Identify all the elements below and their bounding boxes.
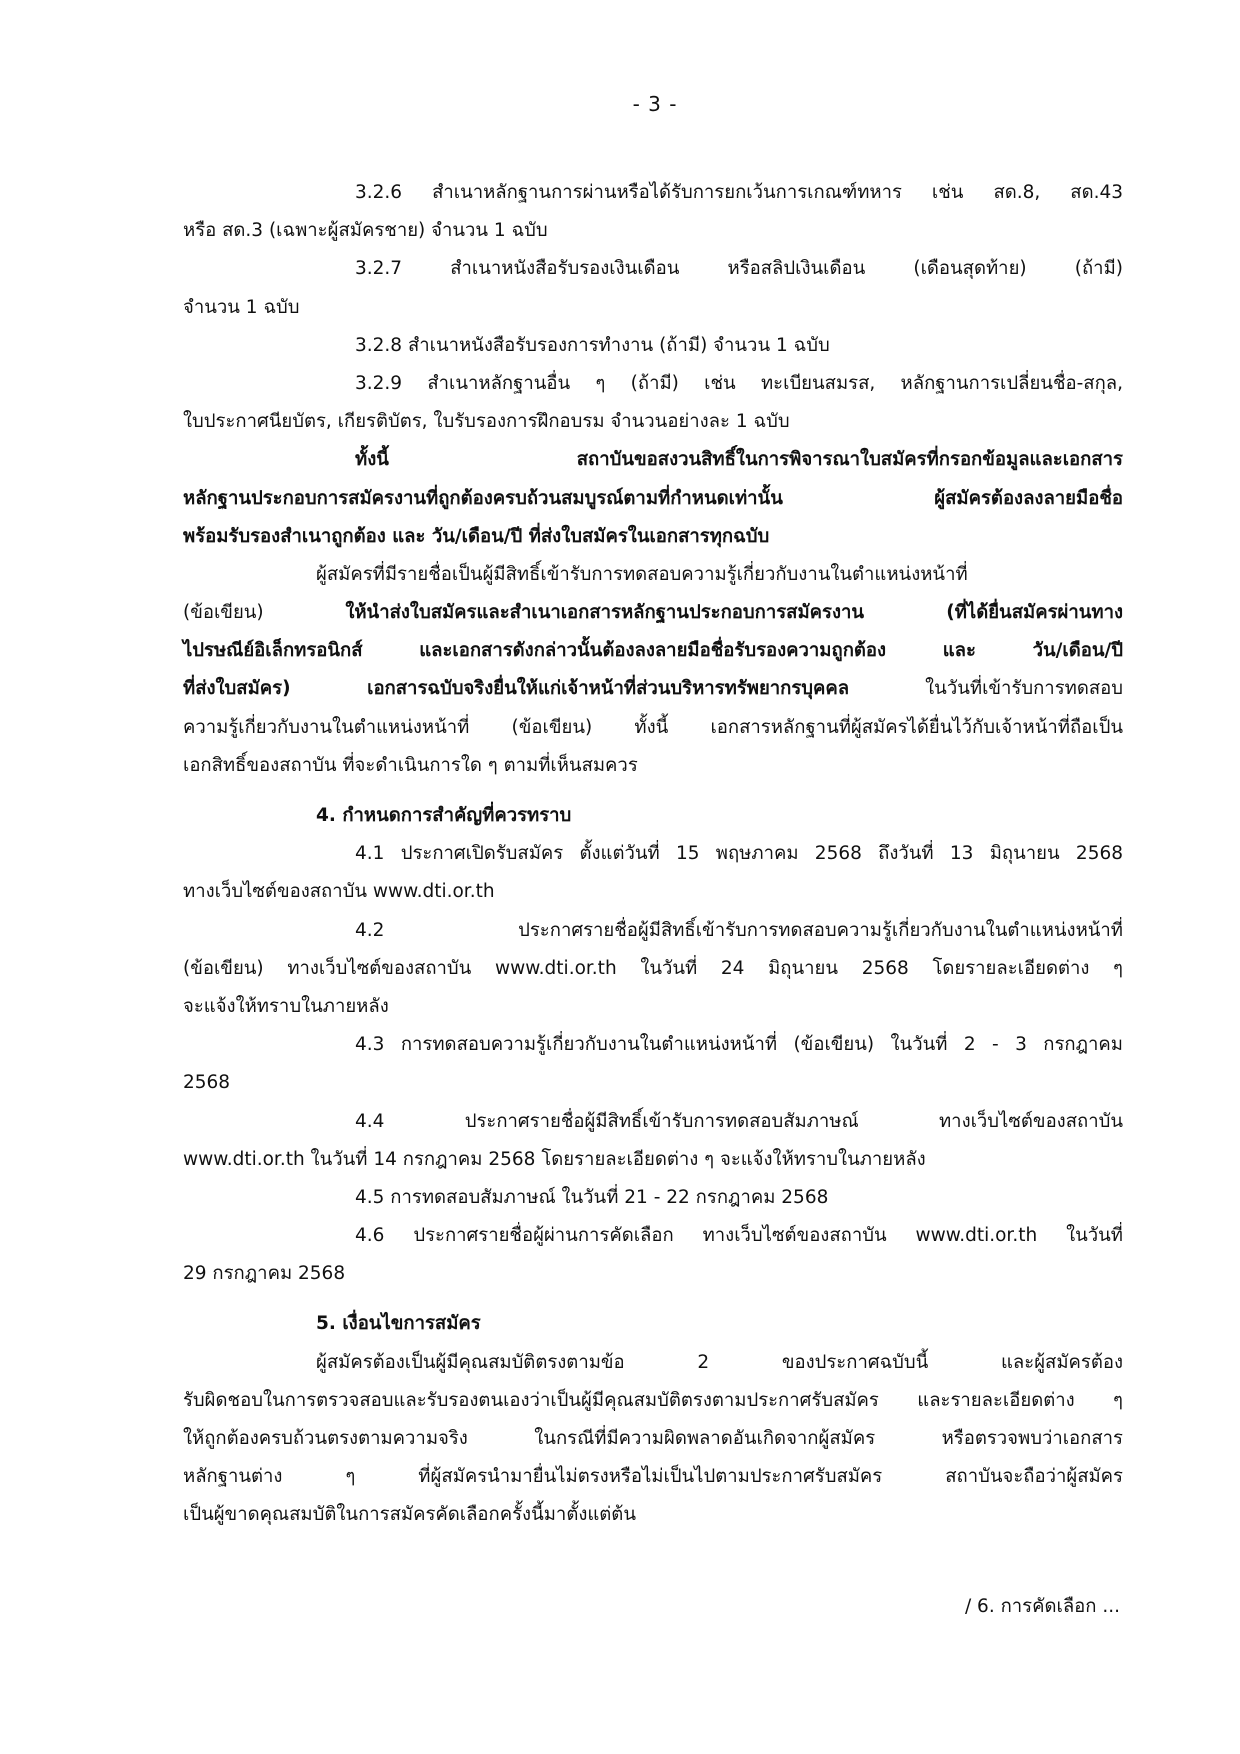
page-number: - 3 - <box>632 92 678 116</box>
reservation-note-line1: ทั้งนี้ สถาบันขอสงวนสิทธิ์ในการพิจารณาใบสมัครที่กรอกข้อมูลและเอกสาร <box>355 449 1123 471</box>
document-body <box>183 174 1123 1535</box>
item-3-2-9-line2: ใบประกาศนียบัตร, เกียรติบัตร, ใบรับรองการฝึกอบรม จำนวนอย่างละ 1 ฉบับ <box>183 411 790 433</box>
submission-para-line4-bold: ที่ส่งใบสมัคร) เอกสารฉบับจริงยื่นให้แก่เจ้าหน้าที่ส่วนบริหารทรัพยากรบุคคล <box>183 678 850 700</box>
item-4-2-line3: จะแจ้งให้ทราบในภายหลัง <box>183 995 389 1017</box>
item-4-3-line2: 2568 <box>183 1072 231 1094</box>
item-4-5-line1: 4.5 การทดสอบสัมภาษณ์ ในวันที่ 21 - 22 กรกฎาคม 2568 <box>355 1186 829 1208</box>
reservation-note-line3: พร้อมรับรองสำเนาถูกต้อง และ วัน/เดือน/ปี ที่ส่งใบสมัครในเอกสารทุกฉบับ <box>183 525 770 547</box>
section-5-line4: หลักฐานต่าง ๆ ที่ผู้สมัครนำมายื่นไม่ตรงหรือไม่เป็นไปตามประกาศรับสมัคร สถาบันจะถือว่าผู้สมัคร <box>183 1466 1123 1488</box>
item-3-2-7-line2: จำนวน 1 ฉบับ <box>183 296 300 318</box>
section-5-line3: ให้ถูกต้องครบถ้วนตรงตามความจริง ในกรณีที่มีความผิดพลาดอันเกิดจากผู้สมัคร หรือตรวจพบว่าเอกสาร <box>183 1428 1123 1449</box>
item-4-2-line1: 4.2 ประกาศรายชื่อผู้มีสิทธิ์เข้ารับการทดสอบความรู้เกี่ยวกับงานในตำแหน่งหน้าที่ <box>355 919 1123 941</box>
spacer <box>183 1293 1123 1305</box>
section-5-line5: เป็นผู้ขาดคุณสมบัติในการสมัครคัดเลือกครั้งนี้มาตั้งแต่ต้น <box>183 1504 636 1526</box>
submission-para-line2-normal: (ข้อเขียน) <box>183 602 346 624</box>
section-5-line1: ผู้สมัครต้องเป็นผู้มีคุณสมบัติตรงตามข้อ 2 ของประกาศฉบับนี้ และผู้สมัครต้อง <box>316 1351 1123 1373</box>
submission-para-line2 <box>183 594 1123 632</box>
item-3-2-6-line2: หรือ สด.3 (เฉพาะผู้สมัครชาย) จำนวน 1 ฉบับ <box>183 220 548 242</box>
item-3-2-9-line1: 3.2.9 สำเนาหลักฐานอื่น ๆ (ถ้ามี) เช่น ทะเบียนสมรส, หลักฐานการเปลี่ยนชื่อ-สกุล, <box>355 372 1123 394</box>
item-3-2-7-line1: 3.2.7 สำเนาหนังสือรับรองเงินเดือน หรือสลิปเงินเดือน (เดือนสุดท้าย) (ถ้ามี) <box>355 258 1123 280</box>
section-5-heading: 5. เงื่อนไขการสมัคร <box>316 1313 481 1335</box>
submission-para-line2-bold: ให้นำส่งใบสมัครและสำเนาเอกสารหลักฐานประกอบการสมัครงาน (ที่ได้ยื่นสมัครผ่านทาง <box>345 602 1123 624</box>
item-3-2-6-line1: 3.2.6 สำเนาหลักฐานการผ่านหรือได้รับการยกเว้นการเกณฑ์ทหาร เช่น สด.8, สด.43 <box>355 182 1123 203</box>
section-5-line2: รับผิดชอบในการตรวจสอบและรับรองตนเองว่าเป็นผู้มีคุณสมบัติตรงตามประกาศรับสมัคร และรายละเอียดต่าง ๆ <box>183 1389 1123 1411</box>
item-4-6-line1: 4.6 ประกาศรายชื่อผู้ผ่านการคัดเลือก ทางเว็บไซต์ของสถาบัน www.dti.or.th ในวันที่ <box>355 1225 1123 1247</box>
reservation-note-line2: หลักฐานประกอบการสมัครงานที่ถูกต้องครบถ้วนสมบูรณ์ตามที่กำหนดเท่านั้น ผู้สมัครต้องลงลายมือชื่อ <box>183 487 1123 509</box>
submission-para-line6: เอกสิทธิ์ของสถาบัน ที่จะดำเนินการใด ๆ ตามที่เห็นสมควร <box>183 754 638 776</box>
spacer <box>183 785 1123 797</box>
submission-para-line4-normal: ในวันที่เข้ารับการทดสอบ <box>849 678 1123 700</box>
submission-para-line3: ไปรษณีย์อิเล็กทรอนิกส์ และเอกสารดังกล่าวนั้นต้องลงลายมือชื่อรับรองความถูกต้อง และ วัน/เดือน/ปี <box>183 640 1123 662</box>
submission-para-line4 <box>183 670 1123 708</box>
item-3-2-8-line1: 3.2.8 สำเนาหนังสือรับรองการทำงาน (ถ้ามี) จำนวน 1 ฉบับ <box>355 334 830 356</box>
item-4-6-line2: 29 กรกฎาคม 2568 <box>183 1263 346 1285</box>
item-4-1-line1: 4.1 ประกาศเปิดรับสมัคร ตั้งแต่วันที่ 15 พฤษภาคม 2568 ถึงวันที่ 13 มิถุนายน 2568 <box>355 843 1123 865</box>
continuation-note: / 6. การคัดเลือก ... <box>964 1596 1120 1617</box>
item-4-2-line2: (ข้อเขียน) ทางเว็บไซต์ของสถาบัน www.dti.or.th ในวันที่ 24 มิถุนายน 2568 โดยรายละเอียดต่าง ๆ <box>183 957 1123 979</box>
submission-para-line1: ผู้สมัครที่มีรายชื่อเป็นผู้มีสิทธิ์เข้ารับการทดสอบความรู้เกี่ยวกับงานในตำแหน่งหน้าที่ <box>316 563 968 585</box>
section-4-heading: 4. กำหนดการสำคัญที่ควรทราบ <box>316 805 572 826</box>
submission-para-line5: ความรู้เกี่ยวกับงานในตำแหน่งหน้าที่ (ข้อเขียน) ทั้งนี้ เอกสารหลักฐานที่ผู้สมัครได้ยื่นไว้กับเจ้าหน้าที่ถือเป็น <box>183 716 1123 738</box>
item-4-4-line2: www.dti.or.th ในวันที่ 14 กรกฎาคม 2568 โดยรายละเอียดต่าง ๆ จะแจ้งให้ทราบในภายหลัง <box>183 1148 926 1170</box>
item-4-3-line1: 4.3 การทดสอบความรู้เกี่ยวกับงานในตำแหน่งหน้าที่ (ข้อเขียน) ในวันที่ 2 - 3 กรกฎาคม <box>355 1034 1123 1056</box>
item-4-1-line2: ทางเว็บไซต์ของสถาบัน www.dti.or.th <box>183 881 495 903</box>
item-4-4-line1: 4.4 ประกาศรายชื่อผู้มีสิทธิ์เข้ารับการทดสอบสัมภาษณ์ ทางเว็บไซต์ของสถาบัน <box>355 1110 1123 1132</box>
